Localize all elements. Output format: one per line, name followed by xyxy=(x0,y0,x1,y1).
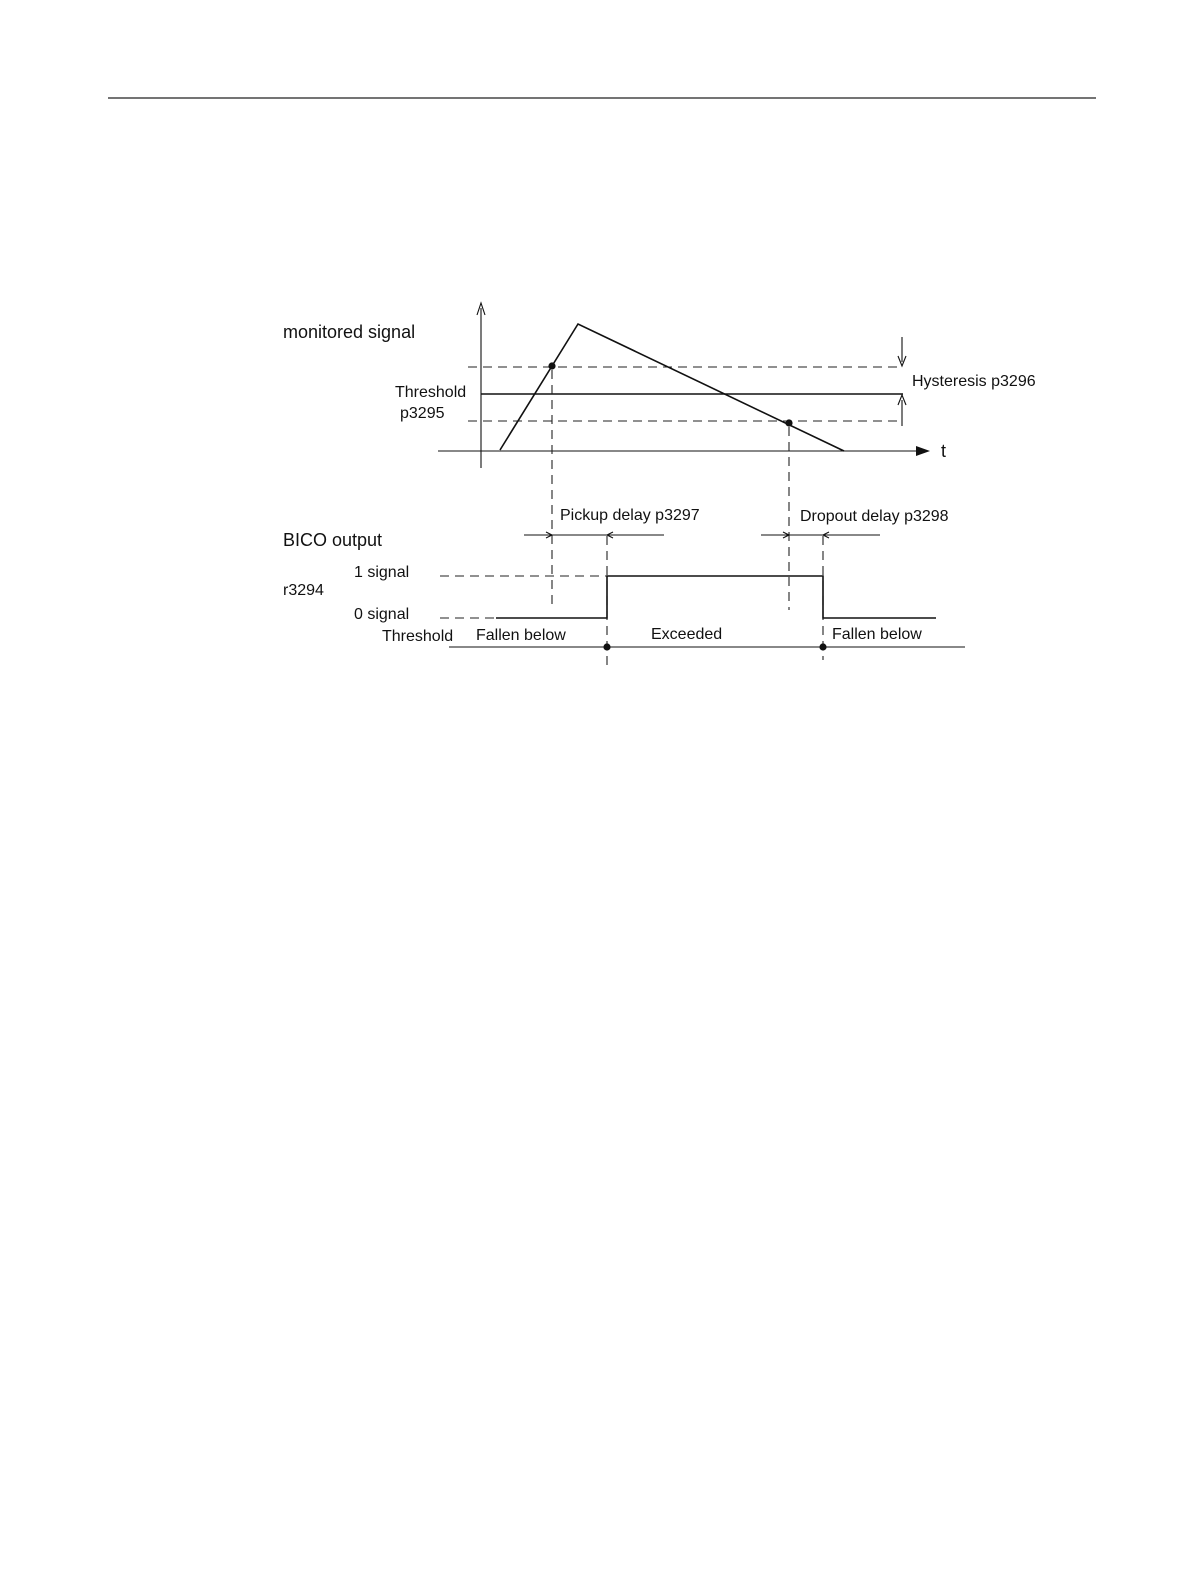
threshold-row-label: Threshold xyxy=(382,628,454,645)
dropout-crossing-point xyxy=(785,419,792,426)
bico-output-label: BICO output xyxy=(283,530,383,550)
state-fallen-below-1: Fallen below xyxy=(476,627,566,644)
dropout-delay-label: Dropout delay p3298 xyxy=(800,508,949,525)
one-signal-label: 1 signal xyxy=(354,564,410,581)
threshold-label: Threshold xyxy=(395,384,467,401)
pickup-crossing-point xyxy=(548,362,555,369)
bico-parameter-label: r3294 xyxy=(283,582,324,599)
zero-signal-label: 0 signal xyxy=(354,606,410,623)
state-fallen-below-2: Fallen below xyxy=(832,626,922,643)
state-change-point-fallen-below xyxy=(819,643,826,650)
state-exceeded: Exceeded xyxy=(651,626,723,643)
state-change-point-exceeded xyxy=(603,643,610,650)
threshold-parameter-label: p3295 xyxy=(400,405,445,422)
bico-output-waveform xyxy=(496,576,936,618)
time-axis-label: t xyxy=(941,441,947,461)
pickup-delay-label: Pickup delay p3297 xyxy=(560,507,700,524)
monitored-signal-label: monitored signal xyxy=(283,322,416,342)
hysteresis-label: Hysteresis p3296 xyxy=(912,373,1036,390)
time-axis-arrowhead xyxy=(916,446,930,456)
